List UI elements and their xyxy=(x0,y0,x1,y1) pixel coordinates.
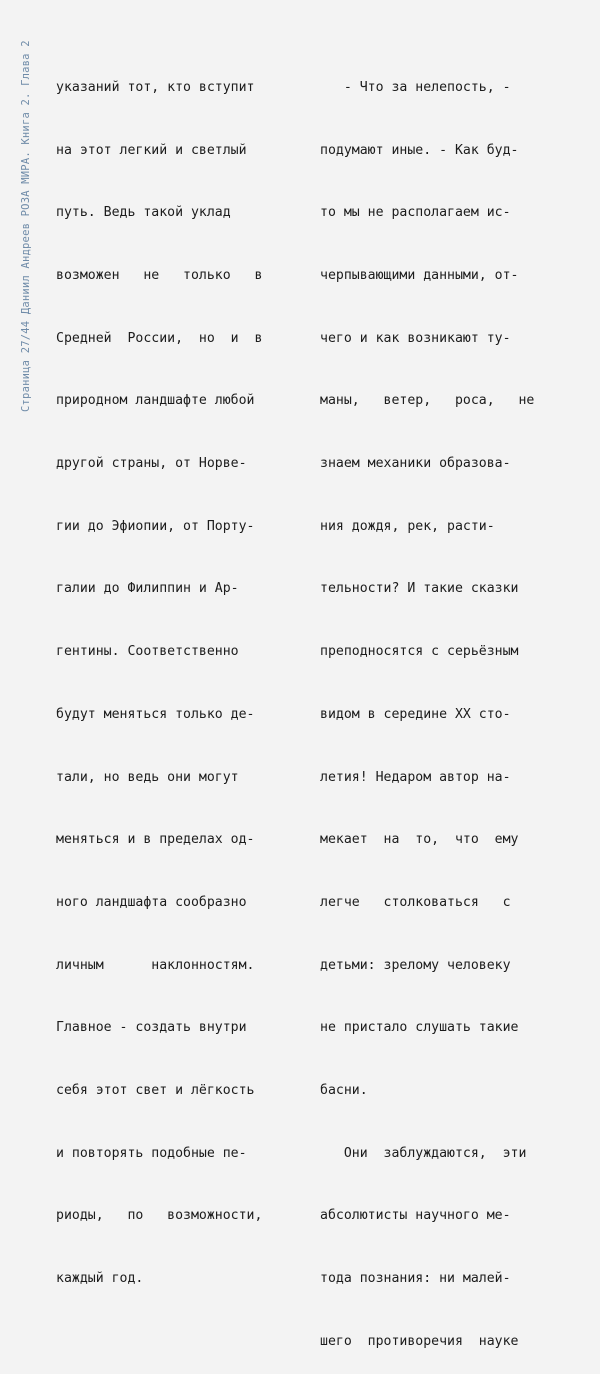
text-line: каждый год. xyxy=(56,1271,144,1287)
text-line: ного ландшафта сообразно xyxy=(56,894,247,910)
text-line: знаем механики образова- xyxy=(320,456,511,472)
text-line: путь. Ведь такой уклад xyxy=(56,205,231,221)
text-line: подумают иные. - Как буд- xyxy=(320,142,519,158)
text-line: другой страны, от Норве- xyxy=(56,456,247,472)
text-line: природном ландшафте любой xyxy=(56,393,255,409)
text-line: гентины. Соответственно xyxy=(56,644,239,660)
text-line: на этот легкий и светлый xyxy=(56,142,247,158)
text-line: меняться и в пределах од- xyxy=(56,832,255,848)
text-line: риоды, по возможности, xyxy=(56,1208,263,1224)
page-info-sidebar: Страница 27/44 Даниил Андреев РОЗА МИРА. Книга 2. Глава 2 xyxy=(20,40,32,412)
text-line: то мы не располагаем ис- xyxy=(320,205,511,221)
text-line: детьми: зрелому человеку xyxy=(320,957,511,973)
text-line: тали, но ведь они могут xyxy=(56,769,239,785)
text-line: летия! Недаром автор на- xyxy=(320,769,511,785)
text-line: возможен не только в xyxy=(56,267,263,283)
text-line: преподносятся с серьёзным xyxy=(320,644,519,660)
text-line: Средней России, но и в xyxy=(56,330,263,346)
text-line: видом в середине XX сто- xyxy=(320,706,511,722)
text-line: и повторять подобные пе- xyxy=(56,1145,247,1161)
text-line: легче столковаться с xyxy=(320,894,511,910)
text-line: ния дождя, рек, расти- xyxy=(320,518,495,534)
text-line: личным наклонностям. xyxy=(56,957,255,973)
text-line: гии до Эфиопии, от Порту- xyxy=(56,518,255,534)
text-line: будут меняться только де- xyxy=(56,706,255,722)
text-line: галии до Филиппин и Ар- xyxy=(56,581,239,597)
text-line: себя этот свет и лёгкость xyxy=(56,1083,255,1099)
text-line: тода познания: ни малей- xyxy=(320,1271,511,1287)
text-line: не пристало слушать такие xyxy=(320,1020,519,1036)
text-line: Главное - создать внутри xyxy=(56,1020,247,1036)
text-line: мекает на то, что ему xyxy=(320,832,519,848)
text-line: указаний тот, кто вступит xyxy=(56,79,255,95)
text-line: - Что за нелепость, - xyxy=(320,79,511,95)
text-line: тельности? И такие сказки xyxy=(320,581,519,597)
text-line: маны, ветер, роса, не xyxy=(320,393,535,409)
text-line: чего и как возникают ту- xyxy=(320,330,511,346)
left-text-column xyxy=(56,36,300,1311)
text-line: черпывающими данными, от- xyxy=(320,267,519,283)
text-line: абсолютисты научного ме- xyxy=(320,1208,511,1224)
right-text-column xyxy=(320,36,580,1374)
text-line: басни. xyxy=(320,1083,368,1099)
text-line: Они заблуждаются, эти xyxy=(320,1145,527,1161)
text-line: шего противоречия науке xyxy=(320,1333,519,1349)
